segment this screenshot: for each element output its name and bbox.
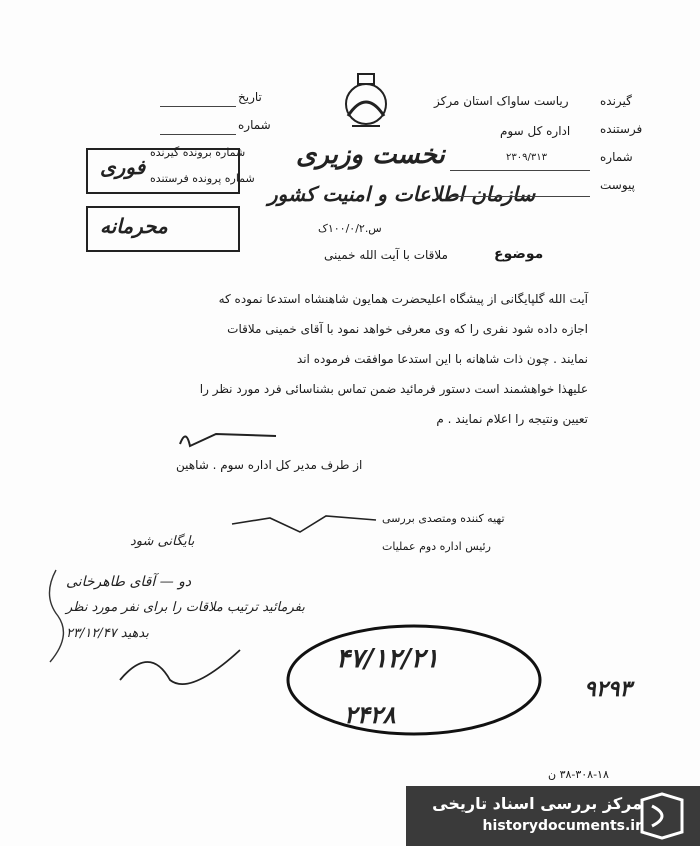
number-value-right: ۲۳۰۹/۳۱۳: [506, 152, 547, 163]
body-line-2: اجازه داده شود نفری را که وی معرفی خواهد نمود با آقای خمینی ملاقات: [227, 322, 588, 336]
preparer-signature-icon: [230, 508, 380, 542]
subject-value: ملاقات با آیت الله خمینی: [324, 248, 448, 262]
ministry-title: نخست وزیری: [296, 140, 445, 170]
recipient-value: ریاست ساواک استان مرکز: [434, 94, 569, 108]
confidential-stamp: محرمانه: [100, 214, 168, 238]
recipient-label: گیرنده: [600, 94, 632, 108]
signature-scribble-icon: [176, 424, 286, 456]
handwritten-note-4: بدهید ۲۳/۱۲/۴۷: [66, 626, 149, 641]
oval-stamp-date: ۴۷/۱۲/۲۱: [336, 644, 439, 674]
sender-file-number-label: شماره پرونده فرستنده: [150, 172, 255, 185]
signature-line: از طرف مدیر کل اداره سوم . شاهین: [176, 458, 363, 472]
number-label-right: شماره: [600, 150, 633, 164]
reference-code: س.۱۰۰/۰/۲ک: [318, 222, 382, 235]
side-number: ۹۲۹۳: [584, 676, 632, 702]
watermark-title: مرکز بررسی اسناد تاریخی: [432, 794, 642, 813]
ops-head-label: رئیس اداره دوم عملیات: [382, 540, 491, 553]
oval-stamp-outline-icon: [284, 620, 544, 740]
sender-value: اداره کل سوم: [500, 124, 571, 138]
handwritten-note-3: بفرمائید ترتیب ملاقات را برای نفر مورد نظر: [66, 600, 305, 615]
handwritten-note-1: بایگانی شود: [130, 534, 195, 549]
attachment-label: پیوست: [600, 178, 635, 192]
subject-label: موضوع: [494, 246, 544, 262]
handwritten-signature-icon: [110, 640, 250, 700]
watermark-url[interactable]: historydocuments.ir: [482, 818, 642, 834]
archive-code: ۳۸-۳۰۸-۱۸ ن: [548, 768, 609, 781]
preparer-label: تهیه کننده ومتصدی بررسی: [382, 512, 505, 525]
organization-subtitle: سازمان اطلاعات و امنیت کشور: [268, 182, 536, 206]
lion-and-sun-emblem-icon: [330, 68, 402, 140]
margin-scribble-icon: [36, 566, 76, 666]
recipient-file-number-label: شماره برونده گیرنده: [150, 146, 246, 159]
number-label: شماره: [238, 118, 271, 132]
oval-stamp-number: ۲۴۲۸: [344, 700, 396, 729]
body-line-1: آیت الله گلپایگانی از پیشگاه اعلیحضرت همایون شاهنشاه استدعا نموده که: [218, 292, 588, 306]
urgent-stamp: فوری: [100, 155, 146, 179]
archive-center-logo-icon: [636, 792, 688, 840]
handwritten-note-2: دو — آقای طاهرخانی: [66, 574, 192, 590]
body-line-3: نمایند . چون ذات شاهانه با این استدعا موافقت فرموده اند: [296, 352, 588, 366]
body-line-4: علیهذا خواهشمند است دستور فرمائید ضمن تماس بشناسائی فرد مورد نظر را: [199, 382, 588, 396]
sender-label: فرستنده: [600, 122, 643, 136]
date-label: تاریخ: [238, 90, 262, 104]
body-line-5: تعیین ونتیجه را اعلام نمایند . م: [436, 412, 588, 426]
